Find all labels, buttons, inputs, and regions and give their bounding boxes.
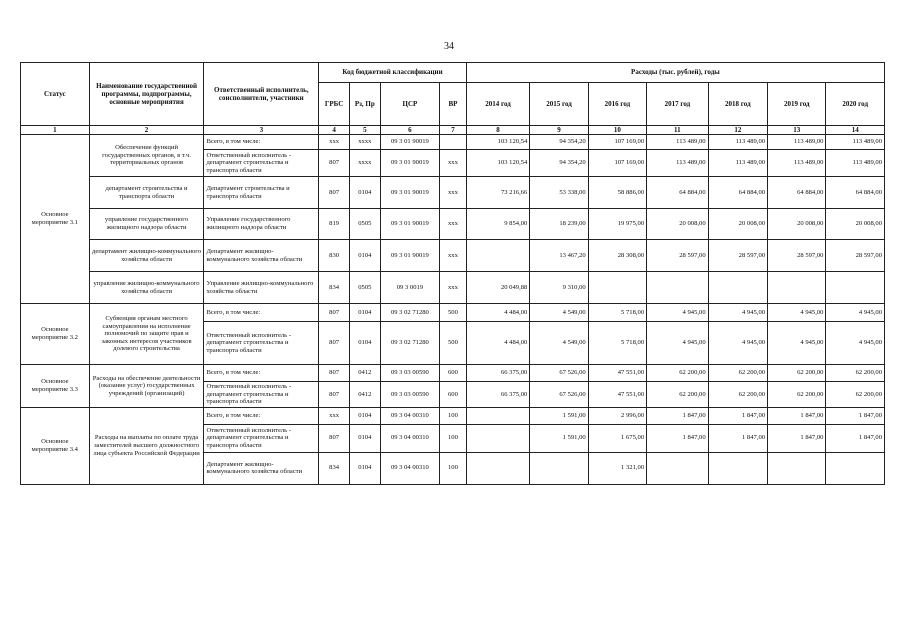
name-cell: департамент жилищно-коммунального хозяйства области: [89, 240, 204, 272]
value-cell: 20 008,00: [768, 209, 826, 240]
csr-cell: 09 3 03 00590: [380, 365, 439, 382]
table-row: [21, 135, 885, 150]
value-cell: 113 489,00: [826, 135, 885, 150]
header-name: Наименование государственной программы, подпрограммы, основные мероприятия: [89, 63, 204, 126]
csr-cell: 09 3 02 71280: [380, 304, 439, 322]
name-cell: управление жилищно-коммунального хозяйства области: [89, 272, 204, 304]
value-cell: 47 551,00: [588, 365, 646, 382]
value-cell: 62 200,00: [647, 382, 708, 408]
status-cell: Основное мероприятие 3.2: [21, 304, 90, 365]
value-cell: 4 945,00: [768, 322, 826, 365]
col-number: 12: [708, 126, 767, 135]
value-cell: 4 945,00: [647, 322, 708, 365]
rzpr-cell: 0104: [349, 177, 380, 209]
header-status: Статус: [21, 63, 90, 126]
executor-cell: Ответственный исполнитель - департамент строительства и транспорта области: [204, 424, 319, 452]
name-cell: департамент строительства и транспорта области: [89, 177, 204, 209]
executor-cell: Департамент жилищно-коммунального хозяйства области: [204, 452, 319, 484]
value-cell: 113 489,00: [708, 135, 767, 150]
grbs-cell: 834: [319, 452, 350, 484]
vr-cell: xxx: [440, 209, 467, 240]
vr-cell: xxx: [440, 150, 467, 177]
value-cell: 64 884,00: [826, 177, 885, 209]
rzpr-cell: 0104: [349, 452, 380, 484]
table-row: [21, 209, 885, 240]
rzpr-cell: 0412: [349, 365, 380, 382]
rzpr-cell: 0104: [349, 304, 380, 322]
status-cell: Основное мероприятие 3.1: [21, 135, 90, 304]
grbs-cell: 830: [319, 240, 350, 272]
table-row: [21, 365, 885, 382]
col-number: 10: [588, 126, 646, 135]
value-cell: 20 008,00: [647, 209, 708, 240]
col-number: 3: [204, 126, 319, 135]
value-cell: 1 847,00: [708, 424, 767, 452]
value-cell: 4 484,00: [466, 304, 530, 322]
rzpr-cell: 0412: [349, 382, 380, 408]
executor-cell: Всего, в том числе:: [204, 135, 319, 150]
value-cell: [466, 424, 530, 452]
value-cell: 103 120,54: [466, 135, 530, 150]
vr-cell: xxx: [440, 240, 467, 272]
column-number-row: [21, 126, 885, 135]
vr-cell: 600: [440, 365, 467, 382]
value-cell: [588, 272, 646, 304]
csr-cell: 09 3 04 00310: [380, 452, 439, 484]
value-cell: [647, 452, 708, 484]
page-number: 34: [444, 41, 454, 52]
header-executor: Ответственный исполнитель, соисполнители, участники: [204, 63, 319, 126]
value-cell: 1 847,00: [826, 424, 885, 452]
value-cell: [708, 272, 767, 304]
value-cell: [826, 272, 885, 304]
value-cell: 5 718,00: [588, 304, 646, 322]
value-cell: 113 489,00: [647, 150, 708, 177]
value-cell: 9 310,00: [530, 272, 588, 304]
value-cell: 53 338,00: [530, 177, 588, 209]
col-number: 2: [89, 126, 204, 135]
value-cell: 113 489,00: [647, 135, 708, 150]
grbs-cell: 807: [319, 150, 350, 177]
csr-cell: 09 3 04 00310: [380, 407, 439, 424]
value-cell: 67 526,00: [530, 365, 588, 382]
col-number: 8: [466, 126, 530, 135]
value-cell: 20 049,88: [466, 272, 530, 304]
rzpr-cell: 0104: [349, 407, 380, 424]
value-cell: [708, 452, 767, 484]
value-cell: 67 526,00: [530, 382, 588, 408]
value-cell: 1 847,00: [826, 407, 885, 424]
value-cell: 113 489,00: [708, 150, 767, 177]
grbs-cell: 819: [319, 209, 350, 240]
grbs-cell: 807: [319, 322, 350, 365]
rzpr-cell: 0104: [349, 240, 380, 272]
table-row: [21, 272, 885, 304]
value-cell: 66 375,00: [466, 382, 530, 408]
vr-cell: xxx: [440, 272, 467, 304]
value-cell: 28 597,00: [826, 240, 885, 272]
value-cell: 1 591,00: [530, 424, 588, 452]
csr-cell: 09 3 03 00590: [380, 382, 439, 408]
vr-cell: 500: [440, 304, 467, 322]
value-cell: 2 996,00: [588, 407, 646, 424]
value-cell: 1 847,00: [708, 407, 767, 424]
header-year: 2017 год: [647, 83, 708, 126]
value-cell: 1 847,00: [768, 407, 826, 424]
value-cell: 4 945,00: [768, 304, 826, 322]
grbs-cell: 807: [319, 382, 350, 408]
rzpr-cell: 0505: [349, 209, 380, 240]
col-number: 4: [319, 126, 350, 135]
csr-cell: 09 3 04 00310: [380, 424, 439, 452]
value-cell: 4 945,00: [708, 304, 767, 322]
value-cell: 4 484,00: [466, 322, 530, 365]
col-number: 5: [349, 126, 380, 135]
col-number: 6: [380, 126, 439, 135]
rzpr-cell: xxxx: [349, 135, 380, 150]
header-budget-code: Код бюджетной классификации: [319, 63, 467, 83]
value-cell: 18 239,00: [530, 209, 588, 240]
csr-cell: 09 3 02 71280: [380, 322, 439, 365]
value-cell: [466, 240, 530, 272]
value-cell: 4 945,00: [826, 304, 885, 322]
grbs-cell: 807: [319, 304, 350, 322]
grbs-cell: 807: [319, 424, 350, 452]
executor-cell: Ответственный исполнитель - департамент строительства и транспорта области: [204, 322, 319, 365]
vr-cell: 100: [440, 424, 467, 452]
value-cell: 28 597,00: [708, 240, 767, 272]
vr-cell: [440, 135, 467, 150]
header-csr: ЦСР: [380, 83, 439, 126]
value-cell: 62 200,00: [768, 365, 826, 382]
value-cell: 1 321,00: [588, 452, 646, 484]
rzpr-cell: 0104: [349, 424, 380, 452]
value-cell: 5 718,00: [588, 322, 646, 365]
value-cell: 1 847,00: [647, 424, 708, 452]
col-number: 14: [826, 126, 885, 135]
vr-cell: 100: [440, 452, 467, 484]
value-cell: 28 597,00: [647, 240, 708, 272]
grbs-cell: 834: [319, 272, 350, 304]
csr-cell: 09 3 01 90019: [380, 135, 439, 150]
value-cell: 4 945,00: [708, 322, 767, 365]
value-cell: 20 008,00: [708, 209, 767, 240]
value-cell: 107 169,00: [588, 135, 646, 150]
col-number: 7: [440, 126, 467, 135]
executor-cell: Всего, в том числе:: [204, 304, 319, 322]
header-year: 2018 год: [708, 83, 767, 126]
value-cell: 73 216,66: [466, 177, 530, 209]
header-year: 2014 год: [466, 83, 530, 126]
value-cell: 107 169,00: [588, 150, 646, 177]
value-cell: 4 549,00: [530, 322, 588, 365]
vr-cell: 600: [440, 382, 467, 408]
executor-cell: Департамент жилищно-коммунального хозяйства области: [204, 240, 319, 272]
col-number: 13: [768, 126, 826, 135]
col-number: 1: [21, 126, 90, 135]
rzpr-cell: 0104: [349, 322, 380, 365]
name-cell: Расходы на обеспечение деятельности (оказание услуг) государственных учреждений (организаций): [89, 365, 204, 408]
value-cell: 4 549,00: [530, 304, 588, 322]
name-cell: Обеспечение функций государственных органов, в т.ч. территориальных органов: [89, 135, 204, 177]
value-cell: 1 847,00: [647, 407, 708, 424]
value-cell: [768, 452, 826, 484]
table-row: [21, 240, 885, 272]
value-cell: 64 884,00: [647, 177, 708, 209]
value-cell: 1 847,00: [768, 424, 826, 452]
value-cell: 19 975,00: [588, 209, 646, 240]
col-number: 9: [530, 126, 588, 135]
name-cell: Субвенция органам местного самоуправления на исполнение полномочий по защите прав и законных интересов участников долевого строительства: [89, 304, 204, 365]
value-cell: 66 375,00: [466, 365, 530, 382]
value-cell: 113 489,00: [768, 150, 826, 177]
name-cell: Расходы на выплаты по оплате труда заместителей высшего должностного лица субъекта Российской Федерации: [89, 407, 204, 484]
rzpr-cell: xxxx: [349, 150, 380, 177]
value-cell: 62 200,00: [826, 382, 885, 408]
grbs-cell: 807: [319, 177, 350, 209]
value-cell: [530, 452, 588, 484]
value-cell: 13 467,20: [530, 240, 588, 272]
csr-cell: 09 3 01 90019: [380, 150, 439, 177]
value-cell: 28 597,00: [768, 240, 826, 272]
name-cell: управление государственного жилищного надзора области: [89, 209, 204, 240]
value-cell: [768, 272, 826, 304]
header-vr: ВР: [440, 83, 467, 126]
grbs-cell: xxx: [319, 407, 350, 424]
value-cell: 62 200,00: [647, 365, 708, 382]
value-cell: 28 308,00: [588, 240, 646, 272]
table-row: [21, 407, 885, 424]
value-cell: 62 200,00: [768, 382, 826, 408]
grbs-cell: 807: [319, 365, 350, 382]
csr-cell: 09 3 01 90019: [380, 177, 439, 209]
executor-cell: Всего, в том числе:: [204, 407, 319, 424]
value-cell: 9 854,00: [466, 209, 530, 240]
header-grbs: ГРБС: [319, 83, 350, 126]
value-cell: 64 884,00: [708, 177, 767, 209]
csr-cell: 09 3 01 90019: [380, 209, 439, 240]
header-expenses: Расходы (тыс. рублей), годы: [466, 63, 884, 83]
csr-cell: 09 3 0019: [380, 272, 439, 304]
value-cell: 62 200,00: [708, 382, 767, 408]
executor-cell: Всего, в том числе:: [204, 365, 319, 382]
value-cell: 58 886,00: [588, 177, 646, 209]
executor-cell: Департамент строительства и транспорта области: [204, 177, 319, 209]
header-year: 2016 год: [588, 83, 646, 126]
value-cell: 62 200,00: [826, 365, 885, 382]
value-cell: 103 120,54: [466, 150, 530, 177]
value-cell: [826, 452, 885, 484]
value-cell: 1 675,00: [588, 424, 646, 452]
table-row: [21, 304, 885, 322]
value-cell: 47 551,00: [588, 382, 646, 408]
vr-cell: 100: [440, 407, 467, 424]
executor-cell: Управление государственного жилищного надзора области: [204, 209, 319, 240]
header-year: 2015 год: [530, 83, 588, 126]
status-cell: Основное мероприятие 3.3: [21, 365, 90, 408]
value-cell: 113 489,00: [768, 135, 826, 150]
value-cell: 64 884,00: [768, 177, 826, 209]
value-cell: 94 354,20: [530, 135, 588, 150]
header-year: 2020 год: [826, 83, 885, 126]
rzpr-cell: 0505: [349, 272, 380, 304]
vr-cell: xxx: [440, 177, 467, 209]
header-year: 2019 год: [768, 83, 826, 126]
executor-cell: Ответственный исполнитель - департамент строительства и транспорта области: [204, 382, 319, 408]
value-cell: 1 591,00: [530, 407, 588, 424]
vr-cell: 500: [440, 322, 467, 365]
value-cell: 4 945,00: [647, 304, 708, 322]
col-number: 11: [647, 126, 708, 135]
value-cell: 94 354,20: [530, 150, 588, 177]
csr-cell: 09 3 01 90019: [380, 240, 439, 272]
header-rzpr: Рз, Пр: [349, 83, 380, 126]
budget-table: [20, 62, 885, 485]
status-cell: Основное мероприятие 3.4: [21, 407, 90, 484]
table-row: [21, 177, 885, 209]
value-cell: [647, 272, 708, 304]
value-cell: 4 945,00: [826, 322, 885, 365]
grbs-cell: xxx: [319, 135, 350, 150]
value-cell: [466, 452, 530, 484]
value-cell: 62 200,00: [708, 365, 767, 382]
executor-cell: Ответственный исполнитель - департамент строительства и транспорта области: [204, 150, 319, 177]
value-cell: 113 489,00: [826, 150, 885, 177]
value-cell: 20 008,00: [826, 209, 885, 240]
executor-cell: Управление жилищно-коммунального хозяйства области: [204, 272, 319, 304]
value-cell: [466, 407, 530, 424]
